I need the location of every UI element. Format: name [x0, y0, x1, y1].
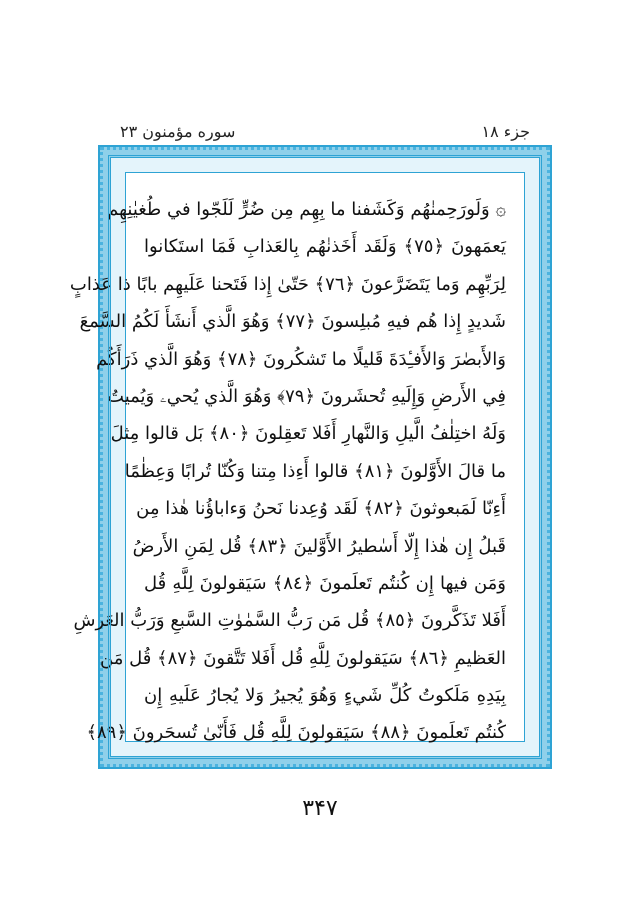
verse-line-8: ما قالَ الأَوَّلونَ ﴿٨١﴾ قالوا أَءِذا مِتنا وَكُنّا تُرابًا وَعِظٰمًا	[124, 460, 506, 482]
page-header	[120, 118, 530, 144]
verse-line-1: ۞ وَلَورَحِمنٰهُم وَكَشَفنا ما بِهِم مِن ضُرٍّ لَلَجّوا في طُغيٰنِهِم	[107, 199, 506, 220]
page-number: ۳۴۷	[302, 796, 338, 821]
verse-line-7: وَلَهُ اختِلٰفُ الَّيلِ وَالنَّهارِ أَفَلا تَعقِلونَ ﴿٨٠﴾ بَل قالوا مِثلَ	[110, 423, 506, 445]
verse-line-13: العَظيمِ ﴿٨٦﴾ سَيَقولونَ لِلَّهِ قُل أَفَلا تَتَّقونَ ﴿٨٧﴾ قُل مَن	[100, 647, 506, 669]
juz-label: جزء ۱۸	[481, 121, 530, 141]
verse-line-2: يَعمَهونَ ﴿٧٥﴾ وَلَقَد أَخَذنٰهُم بِالعَذابِ فَمَا استَكانوا	[144, 236, 506, 258]
verse-line-14: بِيَدِهِ مَلَكوتُ كُلِّ شَيءٍ وَهُوَ يُجيرُ وَلا يُجارُ عَلَيهِ إِن	[144, 685, 506, 707]
verse-line-4: شَديدٍ إِذا هُم فيهِ مُبلِسونَ ﴿٧٧﴾ وَهُوَ الَّذي أَنشَأَ لَكُمُ السَّمعَ	[79, 311, 506, 333]
verse-line-12: أَفَلا تَذَكَّرونَ ﴿٨٥﴾ قُل مَن رَبُّ السَّمٰوٰتِ السَّبعِ وَرَبُّ العَرشِ	[73, 610, 506, 632]
verse-line-5: وَالأَبصٰرَ وَالأَفـِٔدَةَ قَليلًا ما تَشكُرونَ ﴿٧٨﴾ وَهُوَ الَّذي ذَرَأَكُم	[96, 348, 506, 370]
verse-lines	[69, 191, 506, 752]
text-panel	[69, 172, 525, 744]
verse-line-15: كُنتُم تَعلَمونَ ﴿٨٨﴾ سَيَقولونَ لِلَّهِ قُل فَأَنّىٰ تُسحَرونَ ﴿٨٩﴾	[86, 722, 506, 744]
verse-line-3: لِرَبِّهِم وَما يَتَضَرَّعونَ ﴿٧٦﴾ حَتّىٰ إِذا فَتَحنا عَلَيهِم بابًا ذا عَذابٍ	[69, 273, 506, 295]
verse-line-9: أَءِنّا لَمَبعوثونَ ﴿٨٢﴾ لَقَد وُعِدنا نَحنُ وَءاباؤُنا هٰذا مِن	[136, 498, 506, 520]
ornamental-frame	[69, 145, 552, 769]
verse-line-11: وَمَن فيها إِن كُنتُم تَعلَمونَ ﴿٨٤﴾ سَيَقولونَ لِلَّهِ قُل	[144, 572, 506, 594]
surah-label: سوره مؤمنون ۲۳	[120, 121, 236, 141]
verse-line-10: قَبلُ إِن هٰذا إِلّا أَسٰطيرُ الأَوَّلينَ ﴿٨٣﴾ قُل لِمَنِ الأَرضُ	[132, 535, 506, 557]
verse-line-6: فِي الأَرضِ وَإِلَيهِ تُحشَرونَ ﴿٧٩﴾ وَهُوَ الَّذي يُحيۦ وَيُميتُ	[107, 385, 506, 407]
